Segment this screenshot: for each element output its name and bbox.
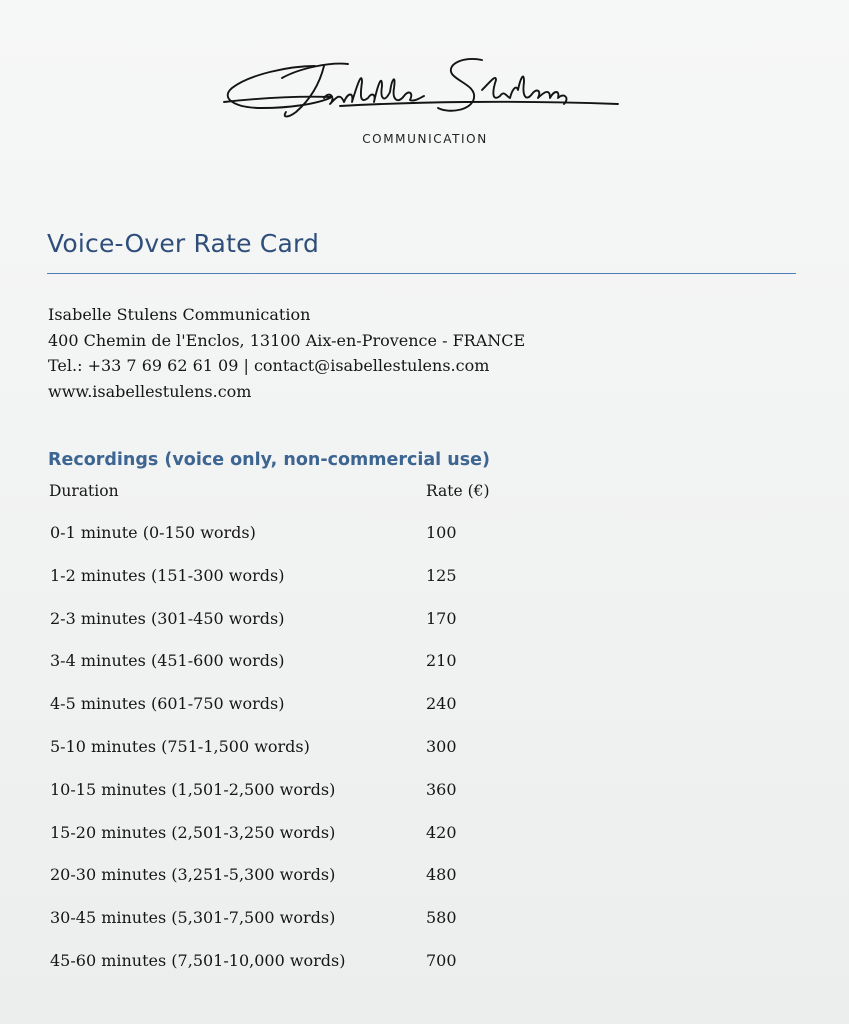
duration-cell: 2-3 minutes (301-450 words) (50, 608, 285, 628)
duration-cell: 10-15 minutes (1,501-2,500 words) (50, 779, 336, 799)
rate-cell: 170 (426, 608, 457, 628)
title-divider (47, 273, 796, 274)
table-row (0, 651, 849, 694)
column-header-duration: Duration (49, 482, 119, 500)
table-row (0, 523, 849, 566)
logo-subtitle: COMMUNICATION (362, 132, 488, 146)
rate-cell: 125 (426, 565, 457, 585)
table-row (0, 694, 849, 737)
duration-cell: 1-2 minutes (151-300 words) (50, 565, 285, 585)
table-row (0, 566, 849, 609)
company-name: Isabelle Stulens Communication (48, 305, 311, 324)
rate-cell: 420 (426, 822, 457, 842)
table-row (0, 780, 849, 823)
duration-cell: 45-60 minutes (7,501-10,000 words) (50, 950, 346, 970)
duration-cell: 4-5 minutes (601-750 words) (50, 694, 285, 714)
signature-logo-graphic (220, 52, 630, 132)
table-row (0, 609, 849, 652)
rate-cell: 580 (426, 908, 457, 928)
rate-cell: 360 (426, 779, 457, 799)
duration-cell: 5-10 minutes (751-1,500 words) (50, 736, 310, 756)
table-row (0, 823, 849, 866)
contact-block (48, 302, 525, 404)
rate-cell: 210 (426, 651, 457, 671)
rate-cell: 240 (426, 694, 457, 714)
company-logo (220, 52, 630, 152)
table-row (0, 951, 849, 994)
duration-cell: 15-20 minutes (2,501-3,250 words) (50, 822, 336, 842)
section-heading: Recordings (voice only, non-commercial use) (48, 450, 491, 470)
rate-cell: 480 (426, 865, 457, 885)
duration-cell: 30-45 minutes (5,301-7,500 words) (50, 908, 336, 928)
duration-cell: 0-1 minute (0-150 words) (50, 523, 256, 542)
rate-cell: 700 (426, 950, 457, 970)
website-line: www.isabellestulens.com (48, 381, 252, 401)
duration-cell: 20-30 minutes (3,251-5,300 words) (50, 865, 336, 885)
company-address: 400 Chemin de l'Enclos, 13100 Aix-en-Provence - FRANCE (48, 330, 526, 350)
table-row (0, 737, 849, 780)
table-row (0, 865, 849, 908)
page-title: Voice-Over Rate Card (47, 229, 320, 258)
rate-table (0, 523, 849, 994)
rate-cell: 300 (426, 736, 457, 756)
phone-email-line: Tel.: +33 7 69 62 61 09 | contact@isabellestulens.com (48, 356, 490, 375)
rate-cell: 100 (426, 523, 457, 542)
column-header-rate: Rate (€) (426, 482, 490, 500)
table-row (0, 908, 849, 951)
duration-cell: 3-4 minutes (451-600 words) (50, 651, 285, 671)
